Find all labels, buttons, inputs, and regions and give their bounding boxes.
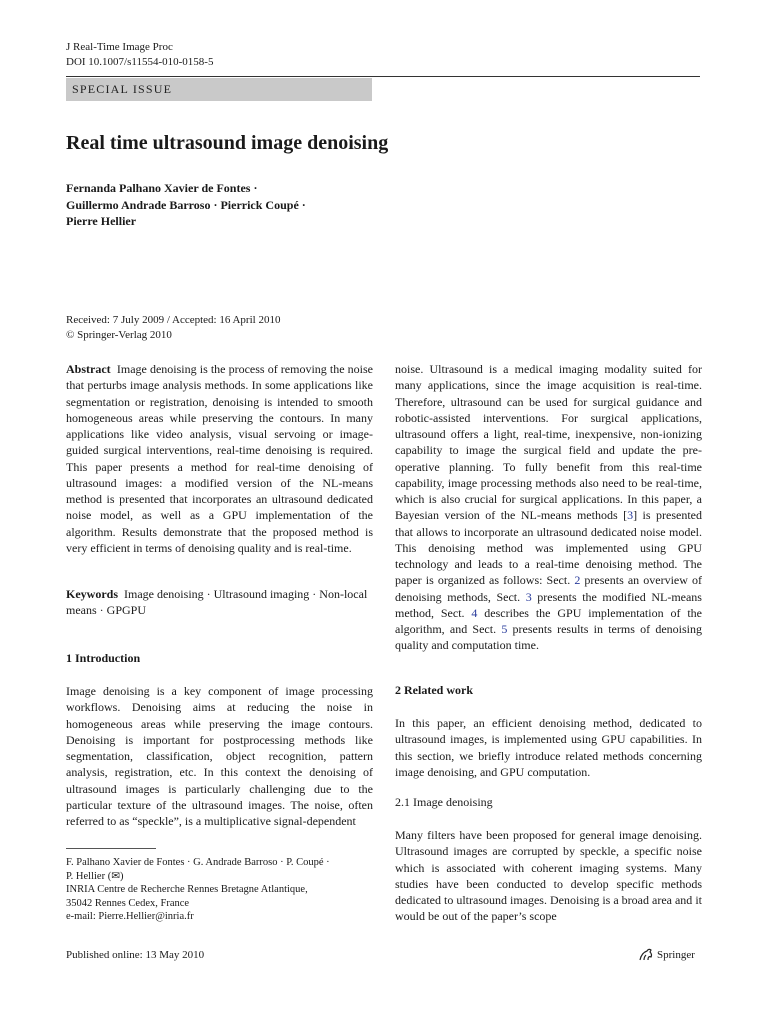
author-line: Fernanda Palhano Xavier de Fontes · xyxy=(66,181,258,195)
springer-horse-icon xyxy=(638,948,654,962)
related-work-text: In this paper, an efficient denoising method, dedicated to ultrasound images, is implemented using GPU capabilities. In this section, we briefly introduce related methods concerning image denoising, and GPU computation. xyxy=(395,716,702,779)
journal-name: J Real-Time Image Proc xyxy=(66,41,173,53)
keywords-label: Keywords xyxy=(66,587,118,601)
abstract-text: Image denoising is the process of removing the noise that perturbs image analysis methods. In some applications like segmentation or registration, denoising is intended to smooth homogeneous areas while preserving the contours. In many applications like video analysis, visual servoing or image-guided surgical interventions, real-time denoising is required. This paper presents a method for real-time denoising of ultrasound images: a modified version of the NL-means method is presented that incorporates an ultrasound dedicated noise model, as well as a GPU implementation of the algorithm. Results demonstrate that the proposed method is very efficient in terms of denoising quality and is real-time. xyxy=(66,362,374,555)
author-affiliation-footnote xyxy=(66,856,330,924)
section-link[interactable]: 2 xyxy=(574,573,581,588)
footnote-line: F. Palhano Xavier de Fontes · G. Andrade Barroso · P. Coupé · xyxy=(66,857,330,868)
intro-text: Image denoising is a key component of image processing workflows. Denoising aims at reducing the noise in homogeneous areas while preserving the image contours. Denoising is important for postprocessing methods like segmentation, classification, object recognition, pattern analysis, registration, etc. In this context the denoising of ultrasound images is particularly challenging due to the particular texture of the ultrasound images. The noise, often referred to as “speckle”, is a multiplicative signal-dependent xyxy=(66,684,373,828)
intro-continued xyxy=(395,361,702,654)
section-heading-introduction: 1 Introduction xyxy=(66,651,141,665)
publication-dates xyxy=(66,313,280,343)
footnote-email[interactable]: e-mail: Pierre.Hellier@inria.fr xyxy=(66,911,194,923)
abstract xyxy=(66,361,373,556)
author-line: Guillermo Andrade Barroso · Pierrick Coupé · xyxy=(66,197,306,212)
journal-header xyxy=(66,40,213,70)
publisher-logo xyxy=(638,948,695,962)
related-work-paragraph xyxy=(395,715,702,780)
header-rule xyxy=(66,76,700,77)
published-online: Published online: 13 May 2010 xyxy=(66,949,205,961)
intro-paragraph xyxy=(66,683,373,829)
doi: DOI 10.1007/s11554-010-0158-5 xyxy=(66,56,214,68)
footnote-line: INRIA Centre de Recherche Rennes Bretagne Atlantique, xyxy=(66,884,308,896)
image-denoising-paragraph xyxy=(395,827,702,925)
copyright: © Springer-Verlag 2010 xyxy=(66,329,172,341)
banner-label: SPECIAL ISSUE xyxy=(72,82,173,96)
special-issue-banner xyxy=(66,78,372,101)
section-link[interactable]: 4 xyxy=(471,605,478,620)
reference-link[interactable]: 3 xyxy=(627,508,634,523)
section-link[interactable]: 3 xyxy=(525,589,532,604)
keywords xyxy=(66,586,373,619)
author-list xyxy=(66,180,306,230)
intro-continued-text: presents the modified NL-means method, Sect. xyxy=(395,589,702,620)
received-accepted: Received: 7 July 2009 / Accepted: 16 April 2010 xyxy=(66,314,281,326)
author-line: Pierre Hellier xyxy=(66,214,137,228)
footnote-line: P. Hellier (✉) xyxy=(66,870,124,882)
paper-title: Real time ultrasound image denoising xyxy=(66,132,389,154)
intro-continued-text: presents results in terms of denoising quality and computation time. xyxy=(395,622,702,653)
footnote-rule xyxy=(66,848,156,849)
intro-continued-text: ] is presented that allows to incorporate an ultrasound dedicated noise model. This denoising method was implemented using GPU technology and leads to a real-time denoising method. The paper is organized as follows: Sect. xyxy=(395,508,702,588)
section-heading-related-work: 2 Related work xyxy=(395,683,473,697)
intro-continued-text: describes the GPU implementation of the algorithm, and Sect. xyxy=(395,605,702,636)
abstract-label: Abstract xyxy=(66,362,111,376)
intro-continued-text: noise. Ultrasound is a medical imaging modality suited for many applications, since the image acquisition is real-time. Therefore, ultrasound can be used for surgical guidance and robotic-assisted interventions. For surgical applications, ultrasound offers a light, real-time, inexpensive, non-ionizing capability to image the surgical field and update the pre-operative planning. To fully benefit from this real-time capability, image processing methods also need to be real-time, which is also crucial for surgical applications. In this paper, a Bayesian version of the NL-means methods [ xyxy=(395,362,702,523)
section-link[interactable]: 5 xyxy=(501,622,508,636)
subsection-heading-image-denoising: 2.1 Image denoising xyxy=(395,795,493,809)
image-denoising-text: Many filters have been proposed for general image denoising. Ultrasound images are corrupted by speckle, a specific noise which is associated with coherent imaging systems. Many studies have been conducted to develop specific methods dedicated to ultrasound images. Denoising is a broad area and it would be out of the paper’s scope xyxy=(395,828,702,924)
publisher-name: Springer xyxy=(657,949,695,961)
keywords-text: Image denoising · Ultrasound imaging · Non-local means · GPGPU xyxy=(66,587,368,618)
footnote-line: 35042 Rennes Cedex, France xyxy=(66,897,190,909)
intro-continued-text: presents an overview of denoising methods, Sect. xyxy=(395,573,703,604)
